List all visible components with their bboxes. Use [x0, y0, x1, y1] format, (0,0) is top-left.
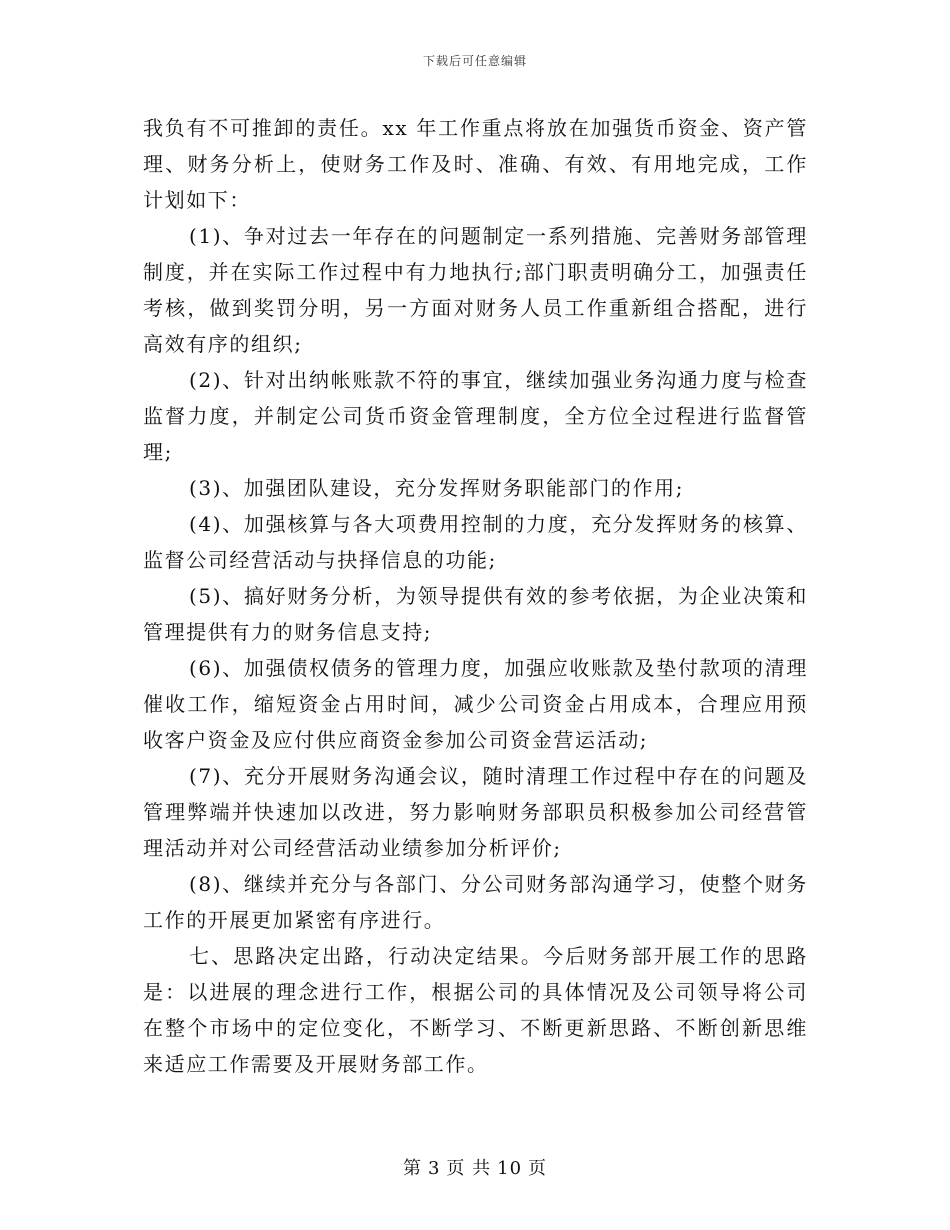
document-body — [143, 110, 808, 1082]
paragraph-item-4: (4)、加强核算与各大项费用控制的力度，充分发挥财务的核算、监督公司经营活动与抉择信息的功能; — [143, 512, 808, 572]
paragraph-item-8: (8)、继续并充分与各部门、分公司财务部沟通学习，使整个财务工作的开展更加紧密有序进行。 — [143, 872, 808, 932]
paragraph-item-5: (5)、搞好财务分析，为领导提供有效的参考依据，为企业决策和管理提供有力的财务信息支持; — [143, 584, 808, 644]
page-footer — [0, 1154, 950, 1180]
paragraph-section-7: 七、思路决定出路，行动决定结果。今后财务部开展工作的思路是：以进展的理念进行工作，根据公司的具体情况及公司领导将公司在整个市场中的定位变化，不断学习、不断更新思路、不断创新思维来适应工作需要及开展财务部工作。 — [143, 944, 808, 1076]
paragraph-item-7: (7)、充分开展财务沟通会议，随时清理工作过程中存在的问题及管理弊端并快速加以改进，努力影响财务部职员积极参加公司经营管理活动并对公司经营活动业绩参加分析评价; — [143, 764, 808, 860]
paragraph-item-2: (2)、针对出纳帐账款不符的事宜，继续加强业务沟通力度与检查监督力度，并制定公司货币资金管理制度，全方位全过程进行监督管理; — [143, 368, 808, 464]
paragraph-item-3: (3)、加强团队建设，充分发挥财务职能部门的作用; — [189, 476, 685, 500]
paragraph-continuation: 我负有不可推卸的责任。xx 年工作重点将放在加强货币资金、资产管理、财务分析上，使财务工作及时、准确、有效、有用地完成，工作计划如下： — [143, 116, 808, 212]
paragraph-item-6: (6)、加强债权债务的管理力度，加强应收账款及垫付款项的清理催收工作，缩短资金占用时间，减少公司资金占用成本，合理应用预收客户资金及应付供应商资金参加公司资金营运活动; — [143, 656, 808, 752]
footer-suffix: 页 — [528, 1158, 548, 1179]
page-header: 下载后可任意编辑 — [422, 54, 527, 68]
paragraph-item-1: (1)、争对过去一年存在的问题制定一系列措施、完善财务部管理制度，并在实际工作过程中有力地执行;部门职责明确分工，加强责任考核，做到奖罚分明，另一方面对财务人员工作重新组合搭配，进行高效有序的组织; — [143, 224, 808, 356]
total-page-count: 10 — [497, 1158, 523, 1179]
footer-mid: 页 共 — [446, 1158, 492, 1179]
current-page-number: 3 — [427, 1158, 441, 1179]
footer-prefix: 第 — [402, 1158, 422, 1179]
